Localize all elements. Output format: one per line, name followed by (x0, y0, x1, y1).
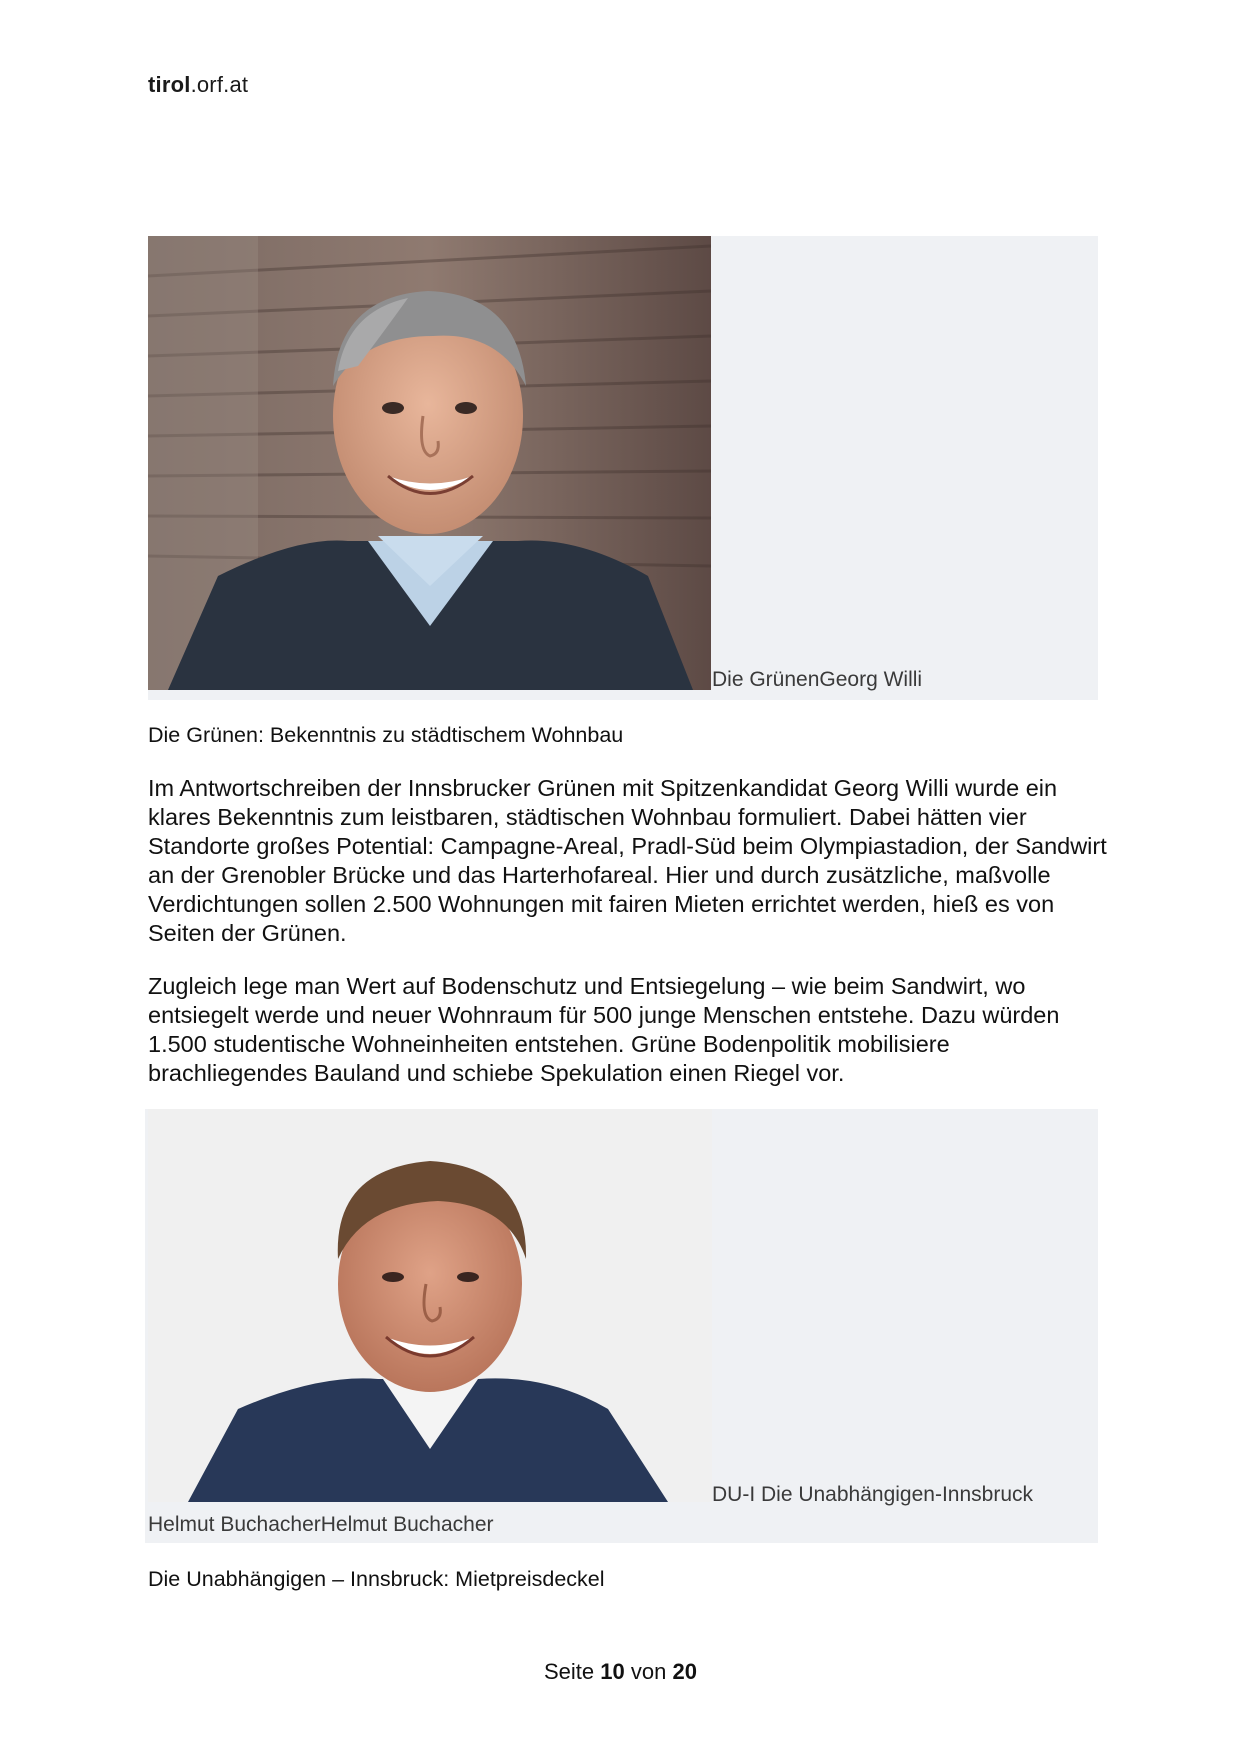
total-pages: 20 (672, 1659, 697, 1684)
current-page: 10 (600, 1659, 625, 1684)
body-paragraph: Zugleich lege man Wert auf Bodenschutz und Entsiegelung – wie beim Sandwirt, wo entsiegelt werde und neuer Wohnraum für 500 junge Menschen entstehe. Dazu würden 1.500 studentische Wohneinheiten entstehen. Grüne Bodenpolitik mobilisiere brachliegendes Bauland und schiebe Spekulation einen Riegel vor. (148, 973, 1060, 1086)
section-heading-gruene: Die Grünen: Bekenntnis zu städtischem Wohnbau (148, 723, 624, 747)
figure-georg-willi (148, 236, 1098, 700)
portrait-photo-georg-willi (148, 236, 711, 690)
site-header (148, 72, 248, 98)
photo-credit: Die GrünenGeorg Willi (712, 668, 923, 691)
photo-credit-party: DU-I Die Unabhängigen-Innsbruck (712, 1483, 1033, 1506)
figure-helmut-buchacher (145, 1109, 1098, 1543)
site-brand: tirol (148, 72, 191, 97)
photo-credit-name: Helmut BuchacherHelmut Buchacher (148, 1513, 494, 1536)
page-label: Seite (544, 1659, 595, 1684)
page-number-footer (0, 1659, 1241, 1685)
page-separator: von (630, 1659, 667, 1684)
portrait-photo-helmut-buchacher (148, 1109, 712, 1502)
section-heading-unabhaengige: Die Unabhängigen – Innsbruck: Mietpreisdeckel (148, 1567, 605, 1591)
site-domain: .orf.at (190, 72, 249, 97)
body-paragraph: Im Antwortschreiben der Innsbrucker Grünen mit Spitzenkandidat Georg Willi wurde ein klares Bekenntnis zum leistbaren, städtischen Wohnbau formuliert. Dabei hätten vier Standorte großes Potential: Campagne-Areal, Pradl-Süd beim Olympiastadion, der Sandwirt an der Grenobler Brücke und das Harterhofareal. Hier und durch zusätzliche, maßvolle Verdichtungen sollen 2.500 Wohnungen mit fairen Mieten errichtet werden, hieß es von Seiten der Grünen. (148, 775, 1107, 946)
